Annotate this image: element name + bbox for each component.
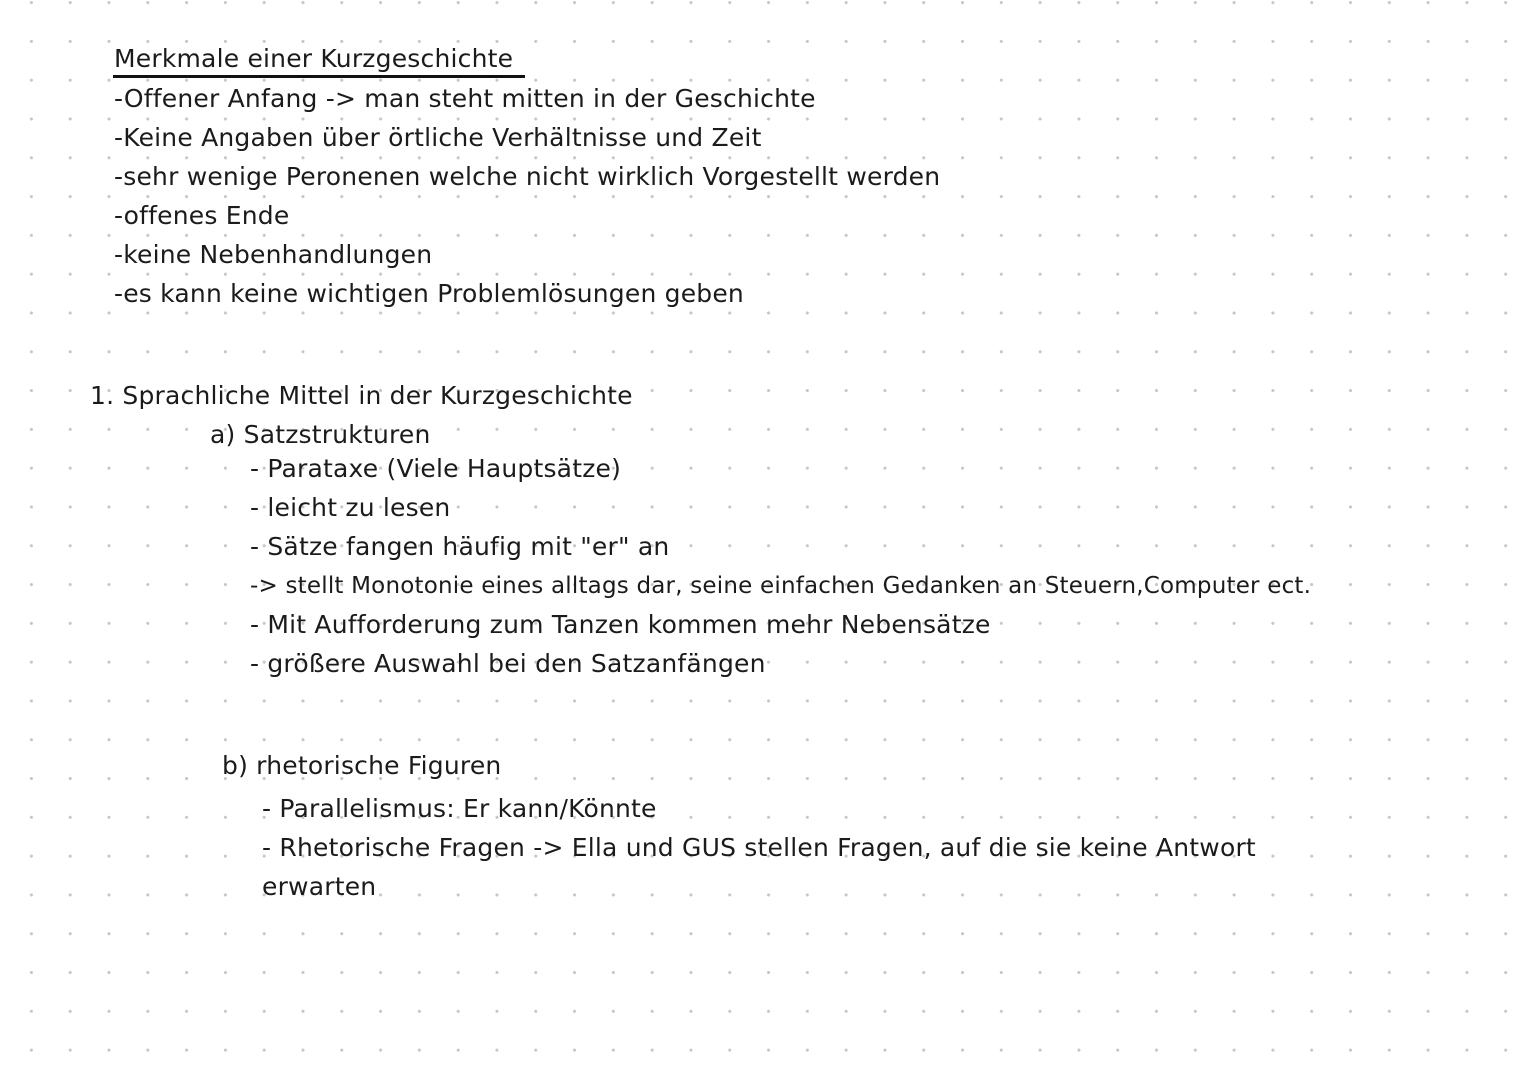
page-title: Merkmale einer Kurzgeschichte (114, 44, 514, 73)
list-item: - Mit Aufforderung zum Tanzen kommen mehr Nebensätze (250, 610, 991, 639)
list-item: - Parataxe (Viele Hauptsätze) (250, 454, 622, 483)
title-underline (113, 75, 525, 78)
section-heading: 1. Sprachliche Mittel in der Kurzgeschichte (90, 381, 633, 410)
list-item: - Rhetorische Fragen -> Ella und GUS stellen Fragen, auf die sie keine Antwort (262, 833, 1256, 862)
feature-item: -offenes Ende (114, 201, 290, 230)
feature-item: -keine Nebenhandlungen (114, 240, 433, 269)
subsection-heading: a) Satzstrukturen (210, 420, 431, 449)
feature-item: -Offener Anfang -> man steht mitten in der Geschichte (114, 84, 816, 113)
list-item: - größere Auswahl bei den Satzanfängen (250, 649, 766, 678)
list-item: - leicht zu lesen (250, 493, 451, 522)
list-item: - Parallelismus: Er kann/Könnte (262, 794, 657, 823)
list-item: - Sätze fangen häufig mit "er" an (250, 532, 670, 561)
feature-item: -Keine Angaben über örtliche Verhältnisse und Zeit (114, 123, 762, 152)
feature-item: -sehr wenige Peronenen welche nicht wirklich Vorgestellt werden (114, 162, 941, 191)
feature-item: -es kann keine wichtigen Problemlösungen geben (114, 279, 744, 308)
subsection-heading: b) rhetorische Figuren (222, 751, 502, 780)
list-item: -> stellt Monotonie eines alltags dar, seine einfachen Gedanken an Steuern,Computer ect. (250, 573, 1312, 599)
list-item: erwarten (262, 872, 377, 901)
